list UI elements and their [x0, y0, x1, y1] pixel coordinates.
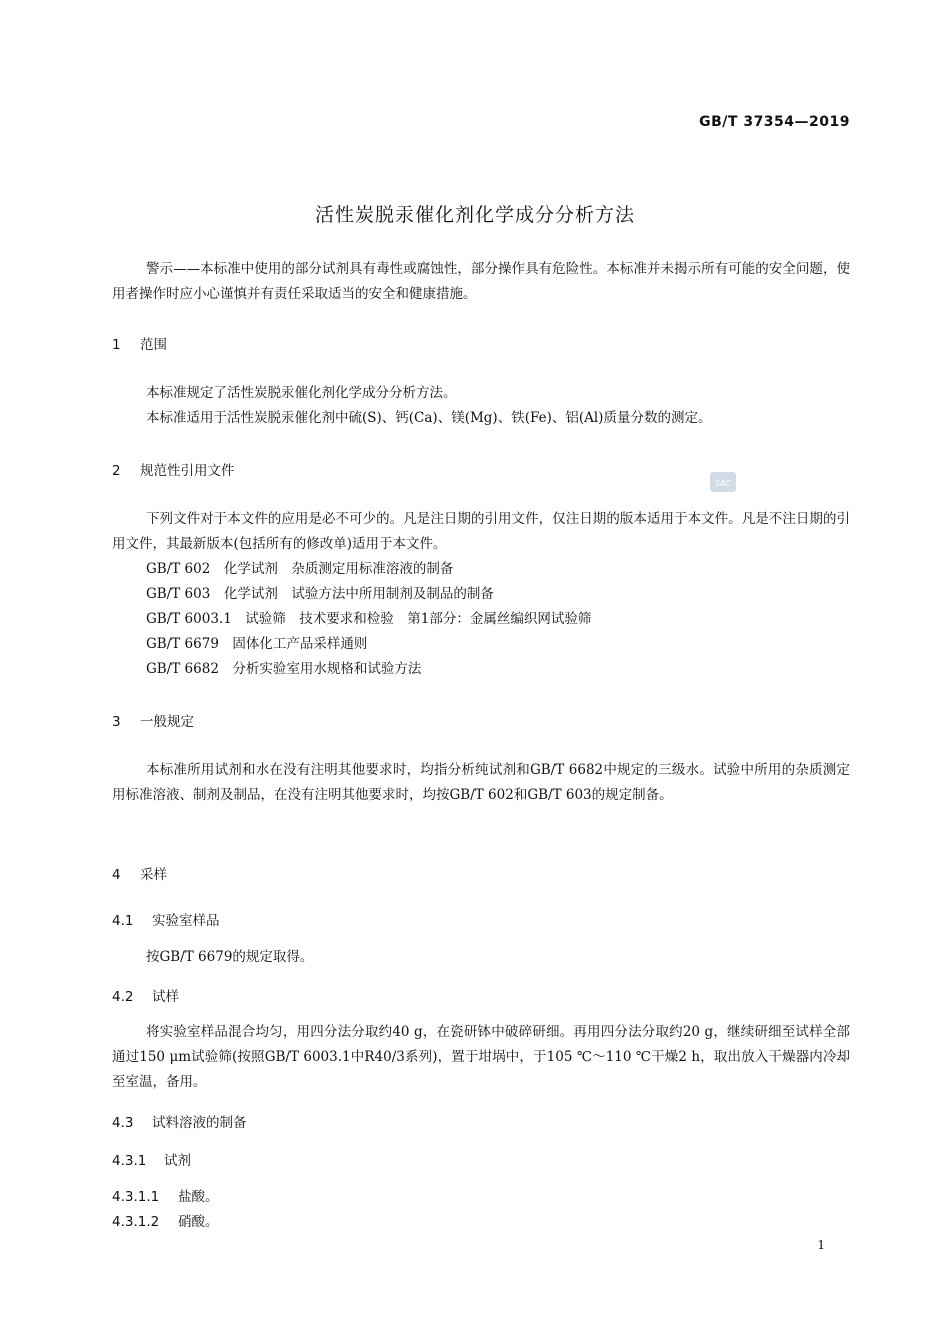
section-1-paragraph-1: 本标准规定了活性炭脱汞催化剂化学成分分析方法。: [146, 385, 457, 401]
section-number: 4.3.1.1: [112, 1189, 160, 1205]
standard-number: GB/T 37354—2019: [699, 114, 850, 130]
section-4-3-1-heading: [112, 1149, 191, 1169]
section-number: 4.3.1: [112, 1153, 147, 1169]
warning-paragraph: 警示——本标准中使用的部分试剂具有毒性或腐蚀性，部分操作具有危险性。本标准并未揭示所有可能的安全问题，使用者操作时应小心谨慎并有责任采取适当的安全和健康措施。: [112, 261, 850, 302]
section-4-3-1-1-item: [112, 1185, 219, 1205]
section-title: 规范性引用文件: [140, 463, 235, 479]
section-3-heading: [112, 710, 194, 730]
section-number: 4.2: [112, 989, 134, 1005]
item-text: 盐酸。: [178, 1189, 219, 1205]
sac-watermark-icon: [710, 472, 736, 492]
section-number: 4: [112, 867, 121, 883]
section-2-intro: 下列文件对于本文件的应用是必不可少的。凡是注日期的引用文件，仅注日期的版本适用于本文件。凡是不注日期的引用文件，其最新版本(包括所有的修改单)适用于本文件。: [112, 511, 850, 552]
reference-item: GB/T 603 化学试剂 试验方法中所用制剂及制品的制备: [146, 586, 494, 602]
section-4-3-heading: [112, 1111, 247, 1131]
item-text: 硝酸。: [178, 1214, 219, 1230]
section-title: 试样: [152, 989, 179, 1005]
reference-item: GB/T 602 化学试剂 杂质测定用标准溶液的制备: [146, 561, 454, 577]
section-number: 4.3.1.2: [112, 1214, 160, 1230]
reference-item: GB/T 6682 分析实验室用水规格和试验方法: [146, 661, 422, 677]
section-1-heading: [112, 333, 167, 353]
section-number: 2: [112, 463, 121, 479]
section-title: 一般规定: [140, 714, 194, 730]
section-2-heading: [112, 459, 235, 479]
section-number: 1: [112, 337, 121, 353]
reference-item: GB/T 6003.1 试验筛 技术要求和检验 第1部分：金属丝编织网试验筛: [146, 611, 592, 627]
section-4-heading: [112, 863, 167, 883]
section-title: 实验室样品: [152, 913, 220, 929]
section-4-1-paragraph: 按GB/T 6679的规定取得。: [146, 949, 314, 965]
section-title: 范围: [140, 337, 167, 353]
section-number: 4.1: [112, 913, 134, 929]
section-1-paragraph-2: 本标准适用于活性炭脱汞催化剂中硫(S)、钙(Ca)、镁(Mg)、铁(Fe)、铝(Al)质量分数的测定。: [146, 410, 712, 426]
page-number: 1: [817, 1238, 825, 1252]
section-number: 4.3: [112, 1115, 134, 1131]
section-title: 试料溶液的制备: [152, 1115, 247, 1131]
section-4-3-1-2-item: [112, 1210, 219, 1230]
section-number: 3: [112, 714, 121, 730]
document-title: 活性炭脱汞催化剂化学成分分析方法: [314, 204, 635, 226]
section-4-2-heading: [112, 985, 179, 1005]
section-4-1-heading: [112, 909, 220, 929]
section-title: 采样: [140, 867, 167, 883]
reference-item: GB/T 6679 固体化工产品采样通则: [146, 636, 368, 652]
section-title: 试剂: [164, 1153, 191, 1169]
svg-text:SAC: SAC: [714, 479, 732, 488]
section-4-2-paragraph: 将实验室样品混合均匀，用四分法分取约40 g，在瓷研钵中破碎研细。再用四分法分取约20 g，继续研细至试样全部通过150 μm试验筛(按照GB/T 6003.1中R40/3系列)，置于坩埚中，于105 ℃～110 ℃干燥2 h，取出放入干燥器内冷却至室温，备用。: [112, 1024, 850, 1090]
section-3-paragraph: 本标准所用试剂和水在没有注明其他要求时，均指分析纯试剂和GB/T 6682中规定的三级水。试验中所用的杂质测定用标准溶液、制剂及制品，在没有注明其他要求时，均按GB/T 602和GB/T 603的规定制备。: [112, 762, 850, 803]
